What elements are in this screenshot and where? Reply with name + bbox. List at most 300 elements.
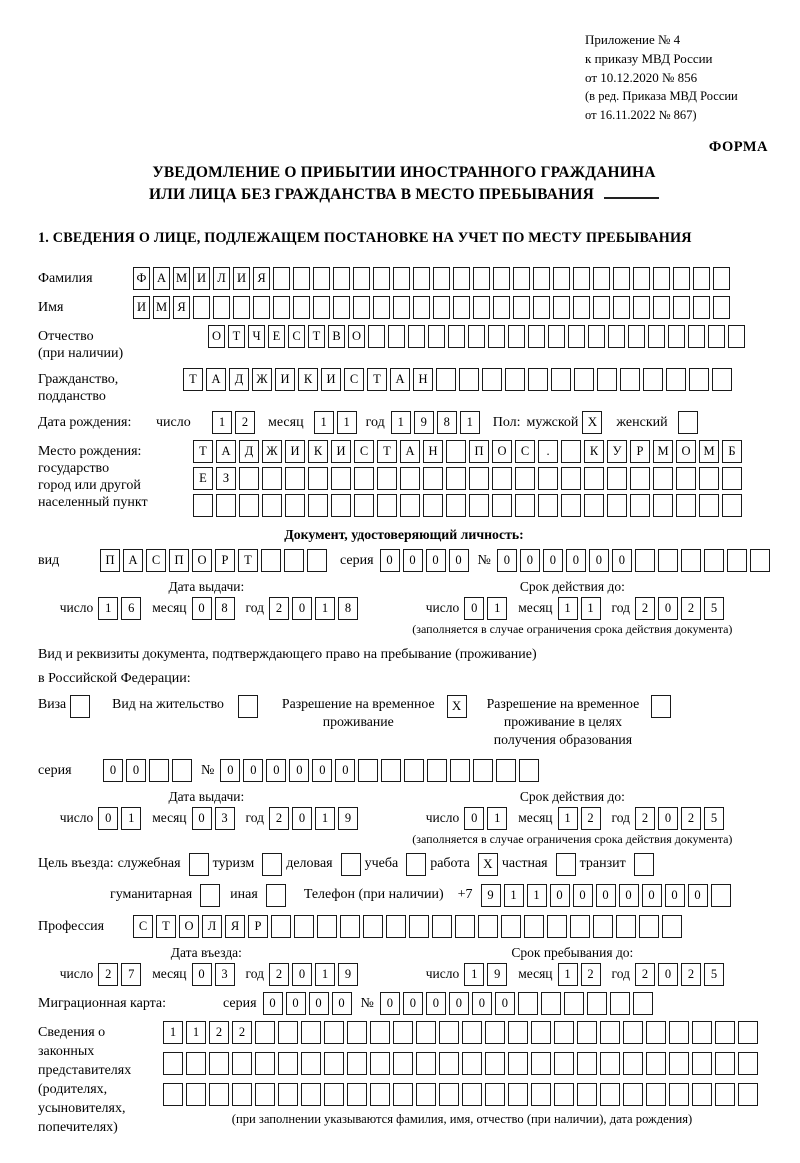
char-cell[interactable] — [285, 494, 305, 517]
char-cell[interactable]: 0 — [596, 884, 616, 907]
char-cell[interactable] — [308, 467, 328, 490]
purpose-study-checkbox[interactable] — [406, 853, 426, 876]
char-cell[interactable] — [427, 759, 447, 782]
char-cell[interactable] — [689, 368, 709, 391]
char-cell[interactable]: С — [344, 368, 364, 391]
char-cell[interactable] — [488, 325, 505, 348]
char-cell[interactable] — [715, 1052, 735, 1075]
char-cell[interactable]: О — [179, 915, 199, 938]
char-cell[interactable] — [354, 467, 374, 490]
char-cell[interactable]: 1 — [315, 807, 335, 830]
char-cell[interactable] — [620, 368, 640, 391]
char-cell[interactable]: 0 — [192, 807, 212, 830]
char-cell[interactable] — [482, 368, 502, 391]
char-cell[interactable] — [493, 267, 510, 290]
char-cell[interactable]: 6 — [121, 597, 141, 620]
char-cell[interactable] — [533, 267, 550, 290]
char-cell[interactable] — [368, 325, 385, 348]
char-cell[interactable] — [313, 267, 330, 290]
char-cell[interactable] — [308, 494, 328, 517]
purpose-transit-checkbox[interactable] — [634, 853, 654, 876]
char-cell[interactable] — [473, 267, 490, 290]
char-cell[interactable] — [553, 267, 570, 290]
char-cell[interactable] — [548, 325, 565, 348]
char-cell[interactable]: 0 — [426, 549, 446, 572]
char-cell[interactable]: . — [538, 440, 558, 463]
char-cell[interactable] — [713, 267, 730, 290]
char-cell[interactable]: 1 — [121, 807, 141, 830]
char-cell[interactable] — [553, 296, 570, 319]
char-cell[interactable] — [433, 296, 450, 319]
char-cell[interactable] — [255, 1052, 275, 1075]
char-cell[interactable] — [213, 296, 230, 319]
char-cell[interactable]: А — [123, 549, 143, 572]
char-cell[interactable]: Т — [228, 325, 245, 348]
char-cell[interactable] — [630, 494, 650, 517]
char-cell[interactable]: Р — [630, 440, 650, 463]
char-cell[interactable]: 2 — [98, 963, 118, 986]
char-cell[interactable] — [459, 368, 479, 391]
char-cell[interactable] — [294, 915, 314, 938]
char-cell[interactable] — [453, 296, 470, 319]
char-cell[interactable]: 2 — [269, 807, 289, 830]
char-cell[interactable] — [577, 1052, 597, 1075]
char-cell[interactable]: 5 — [704, 963, 724, 986]
char-cell[interactable] — [436, 368, 456, 391]
char-cell[interactable]: 5 — [704, 597, 724, 620]
char-cell[interactable]: Л — [202, 915, 222, 938]
char-cell[interactable] — [493, 296, 510, 319]
char-cell[interactable] — [515, 494, 535, 517]
char-cell[interactable] — [347, 1052, 367, 1075]
char-cell[interactable] — [633, 267, 650, 290]
char-cell[interactable] — [613, 267, 630, 290]
char-cell[interactable]: Н — [423, 440, 443, 463]
char-cell[interactable] — [693, 267, 710, 290]
char-cell[interactable]: 0 — [497, 549, 517, 572]
char-cell[interactable]: А — [216, 440, 236, 463]
char-cell[interactable] — [193, 296, 210, 319]
char-cell[interactable]: И — [331, 440, 351, 463]
char-cell[interactable] — [416, 1052, 436, 1075]
char-cell[interactable] — [727, 549, 747, 572]
char-cell[interactable]: Ч — [248, 325, 265, 348]
char-cell[interactable] — [669, 1021, 689, 1044]
char-cell[interactable] — [448, 325, 465, 348]
char-cell[interactable]: 1 — [163, 1021, 183, 1044]
char-cell[interactable] — [469, 467, 489, 490]
char-cell[interactable] — [577, 1021, 597, 1044]
char-cell[interactable] — [577, 1083, 597, 1106]
char-cell[interactable] — [446, 467, 466, 490]
char-cell[interactable]: Н — [413, 368, 433, 391]
char-cell[interactable] — [209, 1052, 229, 1075]
char-cell[interactable] — [307, 549, 327, 572]
char-cell[interactable]: Т — [377, 440, 397, 463]
char-cell[interactable]: 9 — [414, 411, 434, 434]
char-cell[interactable]: 1 — [558, 807, 578, 830]
char-cell[interactable]: М — [173, 267, 190, 290]
char-cell[interactable]: 9 — [338, 807, 358, 830]
char-cell[interactable] — [278, 1083, 298, 1106]
char-cell[interactable] — [354, 494, 374, 517]
char-cell[interactable] — [673, 296, 690, 319]
char-cell[interactable] — [681, 549, 701, 572]
char-cell[interactable] — [301, 1021, 321, 1044]
char-cell[interactable] — [439, 1083, 459, 1106]
char-cell[interactable] — [653, 267, 670, 290]
char-cell[interactable]: 0 — [309, 992, 329, 1015]
char-cell[interactable]: О — [492, 440, 512, 463]
char-cell[interactable] — [333, 296, 350, 319]
char-cell[interactable] — [593, 267, 610, 290]
char-cell[interactable]: А — [400, 440, 420, 463]
char-cell[interactable] — [508, 1021, 528, 1044]
char-cell[interactable]: 0 — [380, 549, 400, 572]
char-cell[interactable]: 0 — [658, 597, 678, 620]
char-cell[interactable]: 0 — [426, 992, 446, 1015]
char-cell[interactable]: О — [676, 440, 696, 463]
char-cell[interactable] — [653, 467, 673, 490]
char-cell[interactable] — [692, 1083, 712, 1106]
char-cell[interactable] — [239, 467, 259, 490]
char-cell[interactable] — [439, 1021, 459, 1044]
char-cell[interactable] — [528, 325, 545, 348]
char-cell[interactable] — [692, 1021, 712, 1044]
char-cell[interactable] — [573, 267, 590, 290]
char-cell[interactable] — [492, 494, 512, 517]
char-cell[interactable]: 0 — [292, 807, 312, 830]
char-cell[interactable]: 0 — [520, 549, 540, 572]
char-cell[interactable] — [738, 1052, 758, 1075]
char-cell[interactable] — [715, 1083, 735, 1106]
char-cell[interactable] — [633, 296, 650, 319]
char-cell[interactable]: М — [699, 440, 719, 463]
char-cell[interactable]: 1 — [581, 597, 601, 620]
char-cell[interactable] — [450, 759, 470, 782]
char-cell[interactable] — [541, 992, 561, 1015]
char-cell[interactable] — [496, 759, 516, 782]
char-cell[interactable]: 5 — [704, 807, 724, 830]
char-cell[interactable] — [561, 494, 581, 517]
char-cell[interactable] — [564, 992, 584, 1015]
char-cell[interactable]: И — [275, 368, 295, 391]
char-cell[interactable]: 0 — [589, 549, 609, 572]
char-cell[interactable] — [293, 267, 310, 290]
char-cell[interactable]: 0 — [566, 549, 586, 572]
char-cell[interactable] — [623, 1021, 643, 1044]
char-cell[interactable] — [607, 494, 627, 517]
char-cell[interactable] — [388, 325, 405, 348]
char-cell[interactable] — [370, 1021, 390, 1044]
char-cell[interactable]: 7 — [121, 963, 141, 986]
char-cell[interactable] — [648, 325, 665, 348]
char-cell[interactable] — [423, 494, 443, 517]
char-cell[interactable]: К — [298, 368, 318, 391]
purpose-business-checkbox[interactable] — [341, 853, 361, 876]
char-cell[interactable] — [324, 1083, 344, 1106]
char-cell[interactable]: З — [216, 467, 236, 490]
char-cell[interactable] — [533, 296, 550, 319]
char-cell[interactable]: 9 — [338, 963, 358, 986]
char-cell[interactable] — [393, 296, 410, 319]
char-cell[interactable] — [633, 992, 653, 1015]
char-cell[interactable]: 0 — [612, 549, 632, 572]
char-cell[interactable] — [331, 494, 351, 517]
char-cell[interactable] — [607, 467, 627, 490]
char-cell[interactable]: Ф — [133, 267, 150, 290]
char-cell[interactable]: 0 — [449, 549, 469, 572]
char-cell[interactable]: А — [153, 267, 170, 290]
char-cell[interactable] — [623, 1052, 643, 1075]
char-cell[interactable]: 1 — [460, 411, 480, 434]
char-cell[interactable] — [538, 467, 558, 490]
char-cell[interactable]: 0 — [495, 992, 515, 1015]
char-cell[interactable] — [255, 1083, 275, 1106]
char-cell[interactable]: 0 — [289, 759, 309, 782]
char-cell[interactable] — [658, 549, 678, 572]
char-cell[interactable] — [261, 549, 281, 572]
char-cell[interactable] — [653, 296, 670, 319]
char-cell[interactable] — [408, 325, 425, 348]
char-cell[interactable]: 2 — [635, 807, 655, 830]
char-cell[interactable] — [216, 494, 236, 517]
char-cell[interactable] — [750, 549, 770, 572]
char-cell[interactable] — [584, 467, 604, 490]
char-cell[interactable] — [508, 1083, 528, 1106]
char-cell[interactable] — [462, 1083, 482, 1106]
char-cell[interactable] — [561, 440, 581, 463]
char-cell[interactable] — [515, 467, 535, 490]
char-cell[interactable]: 0 — [658, 807, 678, 830]
char-cell[interactable] — [639, 915, 659, 938]
char-cell[interactable]: Д — [229, 368, 249, 391]
char-cell[interactable]: 0 — [550, 884, 570, 907]
char-cell[interactable]: 0 — [573, 884, 593, 907]
char-cell[interactable]: 0 — [658, 963, 678, 986]
char-cell[interactable] — [473, 759, 493, 782]
char-cell[interactable]: 3 — [215, 963, 235, 986]
char-cell[interactable]: Б — [722, 440, 742, 463]
char-cell[interactable] — [353, 296, 370, 319]
char-cell[interactable]: Я — [225, 915, 245, 938]
char-cell[interactable]: 0 — [665, 884, 685, 907]
char-cell[interactable]: 0 — [292, 963, 312, 986]
residence-permit-checkbox[interactable] — [238, 695, 258, 718]
char-cell[interactable]: 0 — [220, 759, 240, 782]
char-cell[interactable] — [301, 1052, 321, 1075]
char-cell[interactable] — [693, 296, 710, 319]
char-cell[interactable]: П — [469, 440, 489, 463]
char-cell[interactable] — [531, 1083, 551, 1106]
char-cell[interactable]: О — [348, 325, 365, 348]
char-cell[interactable]: 0 — [263, 992, 283, 1015]
char-cell[interactable]: Ж — [252, 368, 272, 391]
char-cell[interactable] — [616, 915, 636, 938]
char-cell[interactable]: П — [169, 549, 189, 572]
char-cell[interactable] — [409, 915, 429, 938]
char-cell[interactable] — [433, 267, 450, 290]
char-cell[interactable]: 0 — [332, 992, 352, 1015]
char-cell[interactable] — [722, 494, 742, 517]
char-cell[interactable]: 0 — [464, 597, 484, 620]
char-cell[interactable]: М — [153, 296, 170, 319]
char-cell[interactable] — [573, 296, 590, 319]
char-cell[interactable]: Т — [183, 368, 203, 391]
char-cell[interactable]: Р — [248, 915, 268, 938]
char-cell[interactable]: Е — [193, 467, 213, 490]
char-cell[interactable] — [386, 915, 406, 938]
char-cell[interactable]: 2 — [681, 597, 701, 620]
char-cell[interactable]: 8 — [215, 597, 235, 620]
char-cell[interactable]: Р — [215, 549, 235, 572]
char-cell[interactable]: 0 — [126, 759, 146, 782]
char-cell[interactable] — [666, 368, 686, 391]
char-cell[interactable] — [381, 759, 401, 782]
temp-residence-checkbox[interactable]: X — [447, 695, 467, 718]
char-cell[interactable] — [462, 1052, 482, 1075]
char-cell[interactable]: Т — [238, 549, 258, 572]
char-cell[interactable] — [574, 368, 594, 391]
char-cell[interactable] — [324, 1021, 344, 1044]
char-cell[interactable] — [673, 267, 690, 290]
char-cell[interactable]: С — [515, 440, 535, 463]
char-cell[interactable] — [531, 1052, 551, 1075]
char-cell[interactable] — [584, 494, 604, 517]
char-cell[interactable] — [508, 1052, 528, 1075]
char-cell[interactable] — [628, 325, 645, 348]
char-cell[interactable] — [600, 1021, 620, 1044]
char-cell[interactable] — [669, 1052, 689, 1075]
char-cell[interactable] — [393, 1021, 413, 1044]
char-cell[interactable] — [255, 1021, 275, 1044]
char-cell[interactable] — [413, 296, 430, 319]
char-cell[interactable] — [715, 1021, 735, 1044]
char-cell[interactable] — [262, 494, 282, 517]
char-cell[interactable] — [587, 992, 607, 1015]
char-cell[interactable] — [340, 915, 360, 938]
char-cell[interactable] — [271, 915, 291, 938]
char-cell[interactable] — [630, 467, 650, 490]
char-cell[interactable] — [570, 915, 590, 938]
char-cell[interactable]: 9 — [487, 963, 507, 986]
char-cell[interactable] — [485, 1052, 505, 1075]
char-cell[interactable] — [635, 549, 655, 572]
char-cell[interactable]: 0 — [449, 992, 469, 1015]
char-cell[interactable]: 0 — [103, 759, 123, 782]
purpose-humanitarian-checkbox[interactable] — [200, 884, 220, 907]
char-cell[interactable]: 2 — [269, 597, 289, 620]
char-cell[interactable]: 2 — [635, 963, 655, 986]
char-cell[interactable]: А — [206, 368, 226, 391]
char-cell[interactable]: П — [100, 549, 120, 572]
char-cell[interactable]: Д — [239, 440, 259, 463]
char-cell[interactable] — [600, 1052, 620, 1075]
char-cell[interactable] — [485, 1083, 505, 1106]
char-cell[interactable] — [669, 1083, 689, 1106]
char-cell[interactable] — [492, 467, 512, 490]
char-cell[interactable] — [653, 494, 673, 517]
char-cell[interactable] — [524, 915, 544, 938]
char-cell[interactable] — [293, 296, 310, 319]
char-cell[interactable] — [193, 494, 213, 517]
char-cell[interactable] — [610, 992, 630, 1015]
char-cell[interactable]: 1 — [527, 884, 547, 907]
char-cell[interactable]: 0 — [312, 759, 332, 782]
char-cell[interactable]: 1 — [487, 597, 507, 620]
char-cell[interactable] — [508, 325, 525, 348]
char-cell[interactable] — [711, 884, 731, 907]
purpose-private-checkbox[interactable] — [556, 853, 576, 876]
char-cell[interactable] — [676, 494, 696, 517]
char-cell[interactable]: С — [288, 325, 305, 348]
char-cell[interactable] — [313, 296, 330, 319]
char-cell[interactable]: К — [584, 440, 604, 463]
edu-residence-checkbox[interactable] — [651, 695, 671, 718]
char-cell[interactable]: 0 — [642, 884, 662, 907]
char-cell[interactable] — [324, 1052, 344, 1075]
char-cell[interactable] — [699, 494, 719, 517]
char-cell[interactable] — [722, 467, 742, 490]
char-cell[interactable]: 1 — [186, 1021, 206, 1044]
char-cell[interactable]: В — [328, 325, 345, 348]
char-cell[interactable] — [331, 467, 351, 490]
char-cell[interactable]: Т — [193, 440, 213, 463]
char-cell[interactable]: 0 — [403, 992, 423, 1015]
char-cell[interactable] — [428, 325, 445, 348]
char-cell[interactable] — [600, 1083, 620, 1106]
char-cell[interactable] — [597, 368, 617, 391]
char-cell[interactable]: С — [354, 440, 374, 463]
char-cell[interactable] — [468, 325, 485, 348]
char-cell[interactable] — [278, 1052, 298, 1075]
char-cell[interactable]: О — [208, 325, 225, 348]
char-cell[interactable]: 0 — [286, 992, 306, 1015]
char-cell[interactable] — [646, 1083, 666, 1106]
char-cell[interactable] — [593, 915, 613, 938]
char-cell[interactable] — [284, 549, 304, 572]
char-cell[interactable] — [538, 494, 558, 517]
char-cell[interactable] — [347, 1083, 367, 1106]
char-cell[interactable] — [439, 1052, 459, 1075]
char-cell[interactable]: А — [390, 368, 410, 391]
char-cell[interactable] — [676, 467, 696, 490]
char-cell[interactable] — [347, 1021, 367, 1044]
char-cell[interactable]: 0 — [266, 759, 286, 782]
char-cell[interactable]: 0 — [403, 549, 423, 572]
char-cell[interactable] — [432, 915, 452, 938]
char-cell[interactable]: 0 — [292, 597, 312, 620]
char-cell[interactable]: Л — [213, 267, 230, 290]
char-cell[interactable]: 8 — [437, 411, 457, 434]
char-cell[interactable] — [416, 1021, 436, 1044]
char-cell[interactable]: 1 — [558, 963, 578, 986]
char-cell[interactable] — [393, 1052, 413, 1075]
char-cell[interactable] — [370, 1052, 390, 1075]
char-cell[interactable]: 3 — [215, 807, 235, 830]
char-cell[interactable] — [233, 296, 250, 319]
char-cell[interactable] — [551, 368, 571, 391]
char-cell[interactable]: М — [653, 440, 673, 463]
char-cell[interactable] — [505, 368, 525, 391]
visa-checkbox[interactable] — [70, 695, 90, 718]
char-cell[interactable] — [317, 915, 337, 938]
char-cell[interactable] — [278, 1021, 298, 1044]
char-cell[interactable] — [285, 467, 305, 490]
char-cell[interactable] — [668, 325, 685, 348]
char-cell[interactable] — [588, 325, 605, 348]
char-cell[interactable] — [377, 467, 397, 490]
